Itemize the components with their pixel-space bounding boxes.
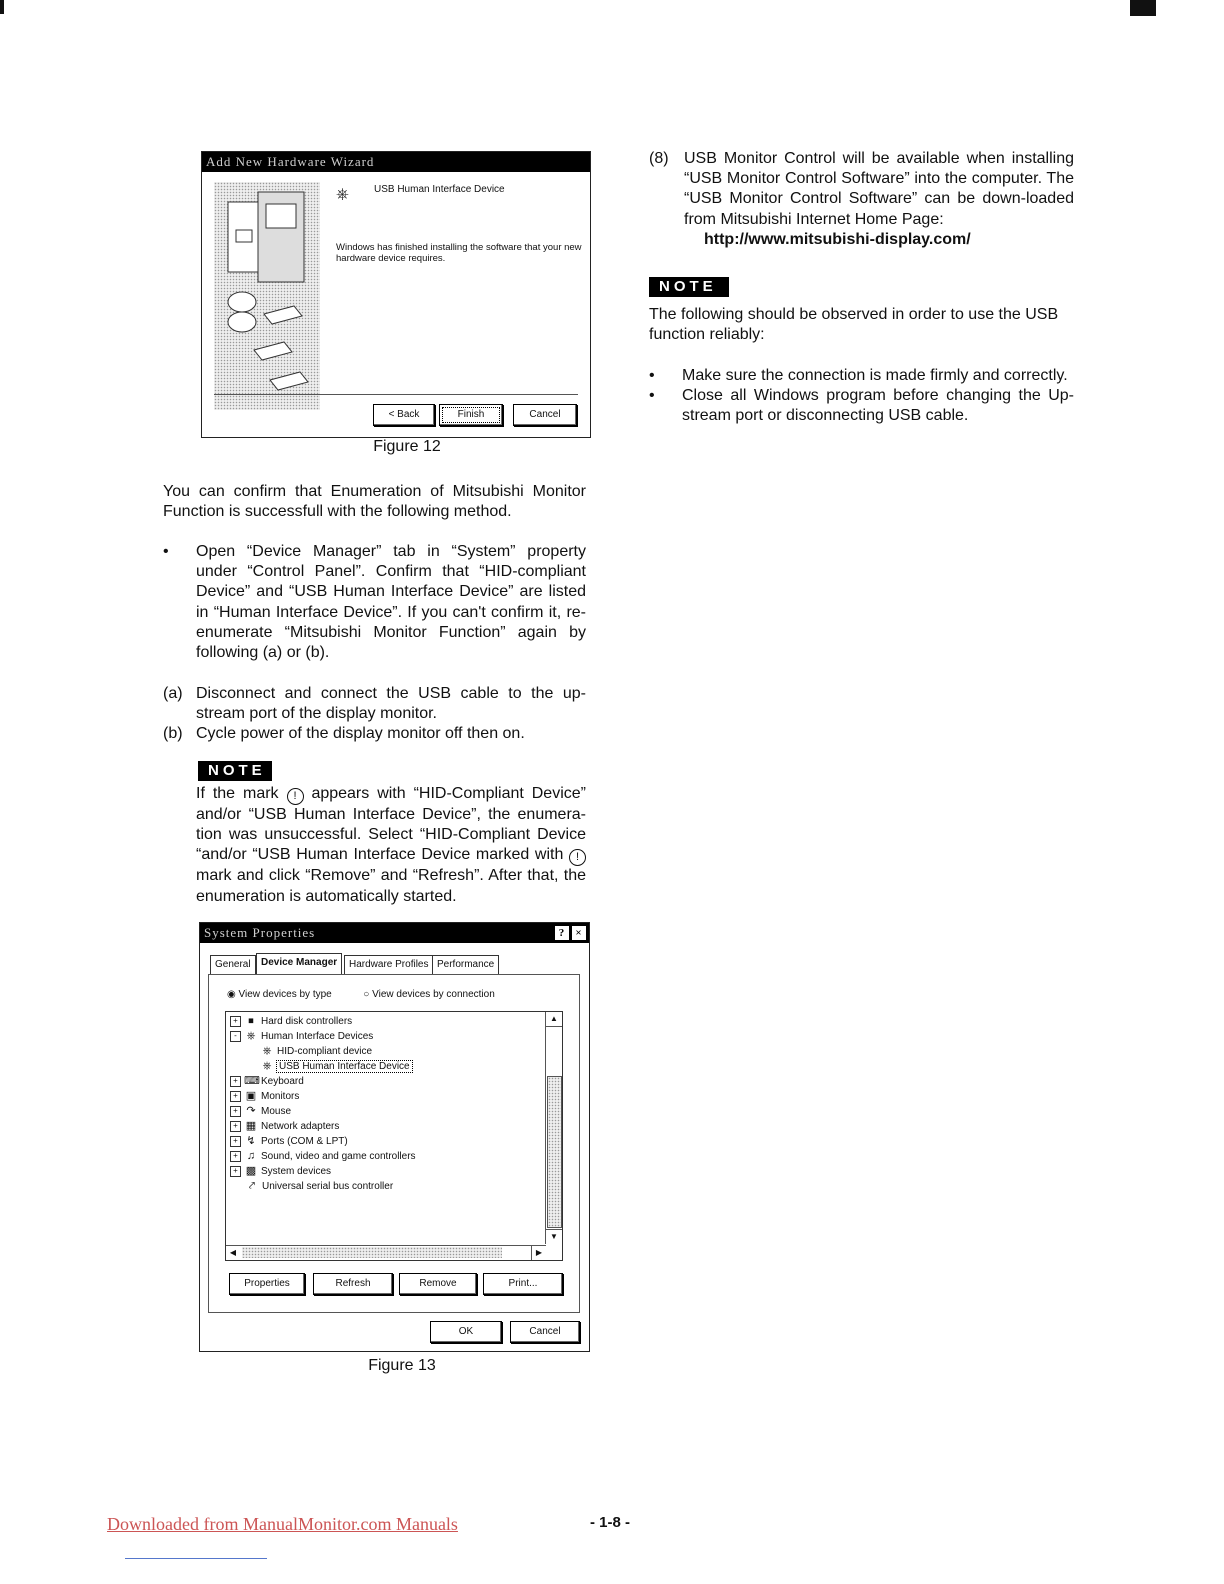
tree-item[interactable] — [230, 1119, 339, 1134]
download-source-link[interactable]: Downloaded from ManualMonitor.com Manuals — [107, 1514, 458, 1534]
bullet: • — [649, 367, 655, 384]
tree-label: USB Human Interface Device — [279, 1061, 410, 1073]
tree-label: Mouse — [261, 1106, 292, 1118]
tab-strip — [210, 955, 580, 974]
bullet: • — [649, 387, 655, 404]
wizard-message: Windows has finished installing the software that your new hardware device requires. — [336, 242, 582, 264]
radio-selected-icon[interactable]: ◉ — [227, 989, 236, 1000]
figure-caption: Figure 13 — [368, 1357, 436, 1374]
tree-item[interactable] — [230, 1134, 348, 1149]
window-title-text: System Properties — [204, 925, 316, 940]
expander-icon[interactable]: + — [230, 1121, 241, 1132]
list-item — [163, 542, 586, 664]
scroll-thumb[interactable] — [242, 1247, 502, 1258]
list-item — [649, 366, 1074, 388]
expander-icon[interactable]: + — [230, 1016, 241, 1027]
tree-label: Keyboard — [261, 1076, 304, 1088]
finish-button[interactable]: Finish — [439, 404, 503, 426]
expander-icon[interactable]: + — [230, 1076, 241, 1087]
item-text: USB Monitor Control will be available when installing “USB Monitor Control Software” into the computer. The “USB Monitor Control Software” can be down-loaded from Mitsubishi Internet Home Page: — [684, 150, 1074, 228]
sound-icon: ♫ — [246, 1150, 256, 1162]
device-name: USB Human Interface Device — [374, 184, 505, 195]
tree-item[interactable] — [230, 1029, 373, 1044]
hid-icon: ⎈ — [262, 1060, 272, 1072]
tab-performance[interactable]: Performance — [432, 955, 499, 974]
tree-label: Monitors — [261, 1091, 300, 1103]
list-item — [163, 724, 586, 746]
note-text: mark and click “Remove” and “Refresh”. After that, the enumeration is automatically started. — [196, 867, 586, 905]
note-text: If the mark — [196, 785, 279, 802]
ok-button[interactable]: OK — [430, 1321, 502, 1343]
tree-label: Hard disk controllers — [261, 1016, 353, 1028]
properties-button[interactable]: Properties — [229, 1273, 305, 1295]
tree-list — [230, 1014, 530, 1232]
help-icon[interactable]: ? — [555, 926, 569, 940]
port-icon: ↯ — [246, 1135, 256, 1147]
system-icon: ▩ — [245, 1165, 257, 1177]
item-label: (b) — [163, 725, 183, 742]
expander-icon[interactable]: + — [230, 1136, 241, 1147]
corner-mark — [1130, 0, 1156, 16]
bullet: • — [163, 543, 169, 560]
tree-label: Ports (COM & LPT) — [261, 1136, 348, 1148]
tree-item[interactable] — [260, 1044, 372, 1059]
bullet-text: Open “Device Manager” tab in “System” property under “Control Panel”. Confirm that “HID-compliant Device” and “USB Human Interface Device” are listed in “Human Interface Device”. If you can't confirm it, re-enumerate “Mitsubishi Monitor Function” again by following (a) or (b). — [196, 543, 586, 662]
tree-label: Sound, video and game controllers — [261, 1151, 416, 1163]
hid-icon: ⎈ — [246, 1030, 256, 1042]
wizard-separator — [214, 394, 578, 395]
warning-mark-icon: ! — [569, 849, 586, 866]
tree-item[interactable] — [230, 1164, 331, 1179]
close-icon[interactable]: × — [572, 926, 586, 940]
disk-icon: ⏹ — [248, 1015, 254, 1027]
wizard-screenshot — [201, 151, 591, 438]
radio-label[interactable]: View devices by type — [238, 989, 332, 1000]
device-tree — [225, 1011, 563, 1261]
horizontal-scrollbar[interactable] — [226, 1245, 546, 1260]
tree-item[interactable] — [245, 1179, 393, 1194]
system-properties-screenshot — [199, 922, 590, 1352]
note-text: appears with “HID-Compliant Device” and/or “USB Human Interface Device”, the enumera-tion was unsuccessful. Select “HID-Compliant Device “and/or “USB Human Interface Device marked with — [196, 785, 586, 864]
expander-icon[interactable]: + — [230, 1151, 241, 1162]
tab-general[interactable]: General — [210, 955, 256, 974]
scroll-left-icon[interactable]: ◀ — [229, 1248, 237, 1257]
tree-item-selected[interactable] — [260, 1059, 412, 1074]
download-url[interactable]: http://www.mitsubishi-display.com/ — [704, 231, 971, 248]
item-label: (8) — [649, 150, 669, 167]
refresh-button[interactable]: Refresh — [313, 1273, 393, 1295]
radio-unselected-icon[interactable]: ○ — [363, 989, 370, 1000]
view-options — [227, 989, 495, 1000]
list-item — [649, 386, 1074, 428]
tab-panel — [208, 974, 580, 1313]
tree-item[interactable] — [230, 1104, 291, 1119]
back-button[interactable]: < Back — [373, 404, 435, 426]
item-label: (a) — [163, 685, 183, 702]
tree-label: Network adapters — [261, 1121, 340, 1133]
page-number: - 1-8 - — [590, 1514, 631, 1531]
monitor-icon: ▣ — [245, 1090, 257, 1102]
figure-caption: Figure 12 — [373, 438, 441, 455]
cancel-button[interactable]: Cancel — [513, 404, 577, 426]
expander-icon[interactable]: - — [230, 1031, 241, 1042]
mouse-icon: ↷ — [246, 1105, 256, 1117]
tree-item[interactable] — [230, 1089, 299, 1104]
note-paragraph: The following should be observed in order to use the USB function reliably: — [649, 306, 1059, 344]
window-title: Add New Hardware Wizard — [202, 152, 590, 172]
tree-item[interactable] — [230, 1149, 416, 1164]
remove-button[interactable]: Remove — [399, 1273, 477, 1295]
scroll-thumb[interactable] — [547, 1076, 562, 1228]
scroll-right-icon[interactable]: ▶ — [531, 1246, 546, 1260]
tree-label: HID-compliant device — [277, 1046, 373, 1058]
scroll-down-icon[interactable]: ▼ — [546, 1229, 562, 1244]
note-badge: NOTE — [198, 761, 272, 781]
expander-icon[interactable]: + — [230, 1166, 241, 1177]
vertical-scrollbar[interactable] — [545, 1012, 562, 1244]
expander-icon[interactable]: + — [230, 1106, 241, 1117]
radio-label[interactable]: View devices by connection — [372, 989, 495, 1000]
tree-item[interactable] — [230, 1014, 352, 1029]
tree-item[interactable] — [230, 1074, 304, 1089]
wizard-illustration — [214, 182, 320, 410]
cancel-button[interactable]: Cancel — [510, 1321, 580, 1343]
intro-paragraph: You can confirm that Enumeration of Mitsubishi Monitor Function is successfull with the following method. — [163, 483, 586, 521]
keyboard-icon: ⌨ — [244, 1075, 260, 1087]
usb-device-icon: ⎈ — [336, 186, 349, 203]
window-title — [200, 923, 589, 943]
bullet-text: Make sure the connection is made firmly and correctly. — [682, 367, 1068, 384]
tree-label: Universal serial bus controller — [262, 1181, 394, 1193]
scroll-up-icon[interactable]: ▲ — [546, 1012, 562, 1027]
note-paragraph — [196, 784, 586, 907]
hid-icon: ⎈ — [262, 1045, 272, 1057]
note-badge: NOTE — [649, 277, 729, 297]
expander-icon[interactable]: + — [230, 1091, 241, 1102]
network-icon: ▦ — [245, 1120, 257, 1132]
list-item — [163, 684, 586, 726]
bullet-text: Close all Windows program before changing the Up-stream port or disconnecting USB cable. — [682, 387, 1074, 425]
footer-rule — [125, 1558, 267, 1559]
computer-illustration-icon — [214, 182, 320, 410]
tree-label: Human Interface Devices — [261, 1031, 374, 1043]
item-text: Disconnect and connect the USB cable to the up-stream port of the display monitor. — [196, 685, 586, 723]
tree-label: System devices — [261, 1166, 332, 1178]
print-button[interactable]: Print... — [483, 1273, 563, 1295]
warning-mark-icon: ! — [287, 788, 304, 805]
corner-mark — [0, 0, 4, 14]
item-text: Cycle power of the display monitor off then on. — [196, 725, 525, 742]
usb-icon: ⤤ — [248, 1180, 256, 1192]
tab-device-manager[interactable]: Device Manager — [256, 953, 342, 974]
tab-hardware-profiles[interactable]: Hardware Profiles — [344, 955, 433, 974]
